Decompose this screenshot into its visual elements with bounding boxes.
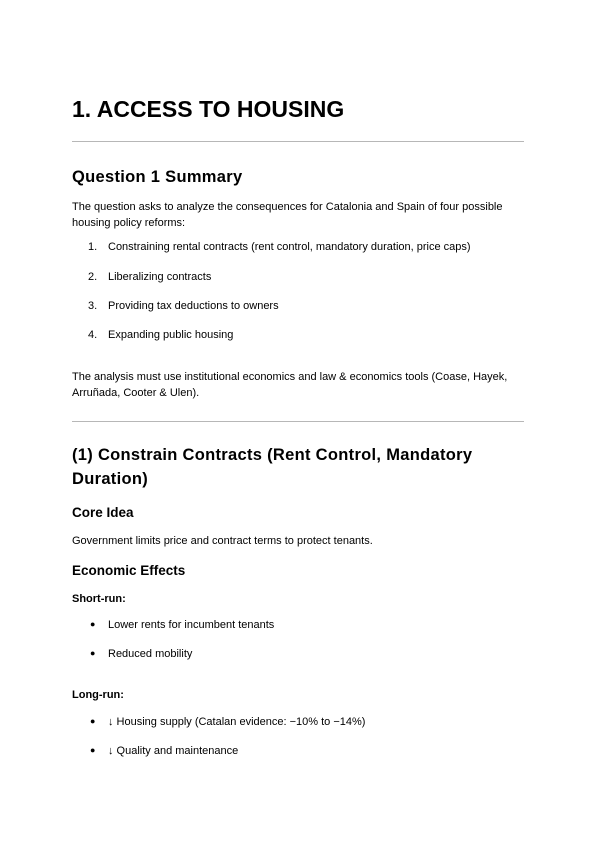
list-number: 4. xyxy=(88,329,98,341)
list-item-text: Constraining rental contracts (rent control, mandatory duration, price caps) xyxy=(108,241,471,253)
bullet-icon: ● xyxy=(90,745,96,755)
list-item-text: Lower rents for incumbent tenants xyxy=(108,619,275,631)
list-item-text: Expanding public housing xyxy=(108,329,234,341)
core-idea-text: Government limits price and contract terms to protect tenants. xyxy=(72,535,373,547)
list-item-text: Providing tax deductions to owners xyxy=(108,300,279,312)
list-item xyxy=(88,716,365,728)
list-item xyxy=(88,300,279,312)
list-item xyxy=(88,648,192,660)
list-item xyxy=(88,329,233,341)
long-run-label: Long-run: xyxy=(72,689,124,701)
summary-heading: Question 1 Summary xyxy=(72,168,243,186)
bullet-icon: ● xyxy=(90,716,96,726)
core-idea-heading: Core Idea xyxy=(72,505,134,520)
list-number: 3. xyxy=(88,300,98,312)
list-number: 2. xyxy=(88,271,98,283)
economic-effects-heading: Economic Effects xyxy=(72,563,186,578)
section-heading-constrain-contracts: (1) Constrain Contracts (Rent Control, Mandatory Duration) xyxy=(72,446,473,488)
list-item xyxy=(88,271,211,283)
tools-note: The analysis must use institutional economics and law & economics tools (Coase, Hayek, Arruñada, Cooter & Ulen). xyxy=(72,371,508,399)
divider xyxy=(72,421,524,422)
list-number: 1. xyxy=(88,241,98,253)
list-item-text: ↓ Quality and maintenance xyxy=(108,745,239,757)
list-item-text: Reduced mobility xyxy=(108,648,193,660)
bullet-icon: ● xyxy=(90,619,96,629)
list-item xyxy=(88,619,274,631)
list-item xyxy=(88,745,238,757)
divider xyxy=(72,141,524,142)
short-run-label: Short-run: xyxy=(72,593,126,605)
list-item-text: Liberalizing contracts xyxy=(108,271,212,283)
list-item-text: ↓ Housing supply (Catalan evidence: −10% to −14%) xyxy=(108,716,366,728)
document-title: 1. ACCESS TO HOUSING xyxy=(72,96,345,122)
summary-intro: The question asks to analyze the consequences for Catalonia and Spain of four possible housing policy reforms: xyxy=(72,201,503,229)
list-item xyxy=(88,241,471,253)
bullet-icon: ● xyxy=(90,648,96,658)
